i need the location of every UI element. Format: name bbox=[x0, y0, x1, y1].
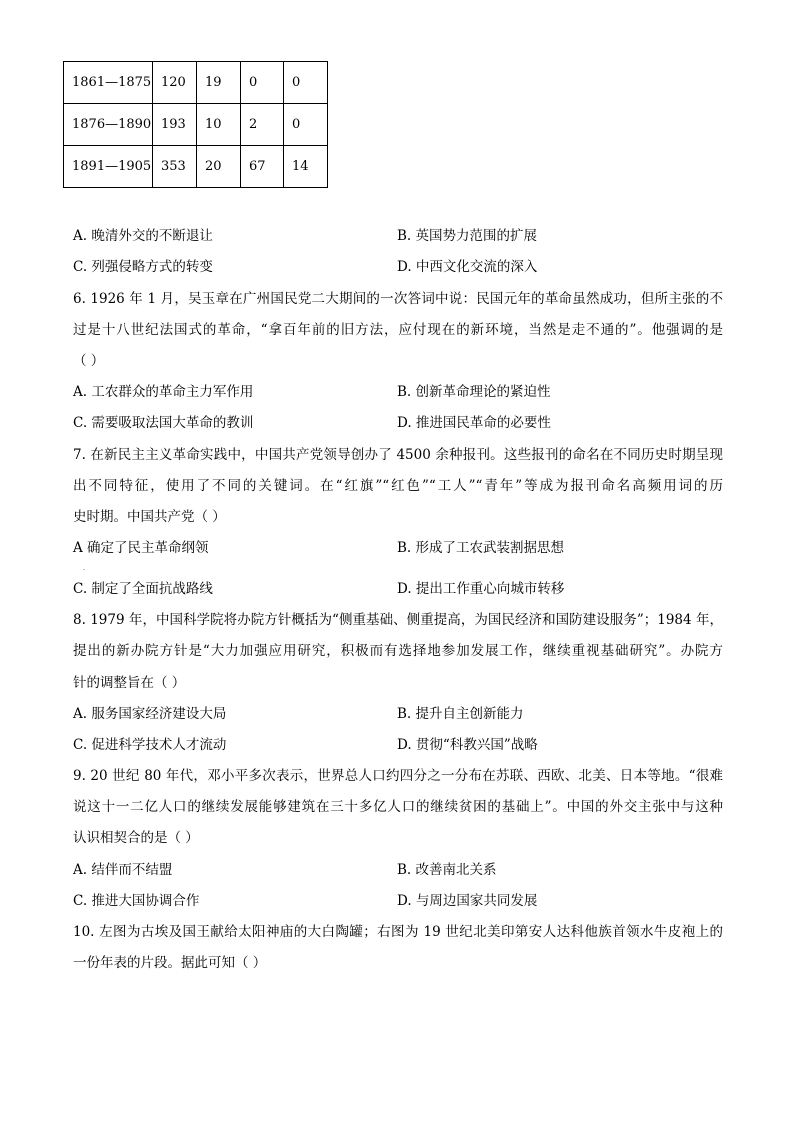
q5-option-b: B. 英国势力范围的扩展 bbox=[397, 228, 538, 244]
q5-option-d: D. 中西文化交流的深入 bbox=[397, 259, 538, 275]
table-row bbox=[64, 104, 328, 146]
q8-option-b: B. 提升自主创新能力 bbox=[397, 706, 524, 722]
q7-option-b: B. 形成了工农武装割据思想 bbox=[397, 540, 565, 556]
table-cell: 0 bbox=[241, 62, 284, 104]
q8-option-d: D. 贯彻“科教兴国”战略 bbox=[397, 737, 538, 753]
stray-mark: . bbox=[83, 565, 85, 572]
q5-option-a: A. 晚清外交的不断退让 bbox=[73, 228, 213, 244]
q9-option-d: D. 与周边国家共同发展 bbox=[397, 893, 538, 909]
q9-option-a: A. 结伴而不结盟 bbox=[73, 862, 173, 878]
table-cell: 1861—1875 bbox=[64, 62, 153, 104]
q6-option-c: C. 需要吸取法国大革命的教训 bbox=[73, 415, 254, 431]
q6-answer-blank: （ ） bbox=[73, 353, 105, 369]
table-cell: 1891—1905 bbox=[64, 146, 153, 188]
q8-option-a: A. 服务国家经济建设大局 bbox=[73, 706, 227, 722]
q8-stem-line: 针的调整旨在（ ） bbox=[73, 675, 186, 691]
q9-stem-line: 9. 20 世纪 80 年代，邓小平多次表示，世界总人口约四分之一分布在苏联、西欧、北美、日本等地。“很难 bbox=[73, 768, 723, 784]
q7-option-c: C. 制定了全面抗战路线 bbox=[73, 581, 213, 597]
q9-option-b: B. 改善南北关系 bbox=[397, 862, 497, 878]
table-cell: 14 bbox=[284, 146, 328, 188]
table-cell: 19 bbox=[197, 62, 241, 104]
q9-stem-line: 说这十一二亿人口的继续发展能够建筑在三十多亿人口的继续贫困的基础上”。中国的外交主张中与这种 bbox=[73, 799, 723, 815]
q6-option-b: B. 创新革命理论的紧迫性 bbox=[397, 384, 551, 400]
table-cell: 120 bbox=[153, 62, 197, 104]
table-cell: 10 bbox=[197, 104, 241, 146]
q9-option-c: C. 推进大国协调合作 bbox=[73, 893, 200, 909]
q9-stem-line: 认识相契合的是（ ） bbox=[73, 830, 199, 846]
table-cell: 0 bbox=[284, 104, 328, 146]
q10-stem-line: 10. 左图为古埃及国王献给太阳神庙的大白陶罐；右图为 19 世纪北美印第安人达科他族首领水牛皮袍上的 bbox=[73, 924, 723, 940]
statistics-table bbox=[63, 61, 328, 188]
table-row bbox=[64, 146, 328, 188]
table-cell: 193 bbox=[153, 104, 197, 146]
q6-option-a: A. 工农群众的革命主力军作用 bbox=[73, 384, 254, 400]
q5-option-c: C. 列强侵略方式的转变 bbox=[73, 259, 213, 275]
table-cell: 67 bbox=[241, 146, 284, 188]
table-cell: 1876—1890 bbox=[64, 104, 153, 146]
q7-stem-line: 出不同特征，使用了不同的关键词。在“红旗”“红色”“工人”“青年”等成为报刊命名高频用词的历 bbox=[73, 478, 723, 494]
q6-stem-line: 6. 1926 年 1 月，吴玉章在广州国民党二大期间的一次答词中说：民国元年的革命虽然成功，但所主张的不 bbox=[73, 291, 723, 307]
table-cell: 20 bbox=[197, 146, 241, 188]
q7-option-a: A 确定了民主革命纲领 bbox=[73, 540, 209, 556]
table-cell: 353 bbox=[153, 146, 197, 188]
q8-stem-line: 8. 1979 年，中国科学院将办院方针概括为“侧重基础、侧重提高，为国民经济和国防建设服务”；1984 年， bbox=[73, 612, 723, 628]
table-cell: 0 bbox=[284, 62, 328, 104]
q7-stem-line: 史时期。中国共产党（ ） bbox=[73, 509, 226, 525]
q8-option-c: C. 促进科学技术人才流动 bbox=[73, 737, 227, 753]
q6-stem-line: 过是十八世纪法国式的革命，“拿百年前的旧方法，应付现在的新环境，当然是走不通的”。他强调的是 bbox=[73, 322, 723, 338]
q8-stem-line: 提出的新办院方针是“大力加强应用研究，积极而有选择地参加发展工作，继续重视基础研究”。办院方 bbox=[73, 643, 723, 659]
q7-option-d: D. 提出工作重心向城市转移 bbox=[397, 581, 565, 597]
q10-stem-line: 一份年表的片段。据此可知（ ） bbox=[73, 955, 267, 971]
table-row bbox=[64, 62, 328, 104]
q6-option-d: D. 推进国民革命的必要性 bbox=[397, 415, 551, 431]
q7-stem-line: 7. 在新民主主义革命实践中，中国共产党领导创办了 4500 余种报刊。这些报刊的命名在不同历史时期呈现 bbox=[73, 447, 723, 463]
table-cell: 2 bbox=[241, 104, 284, 146]
